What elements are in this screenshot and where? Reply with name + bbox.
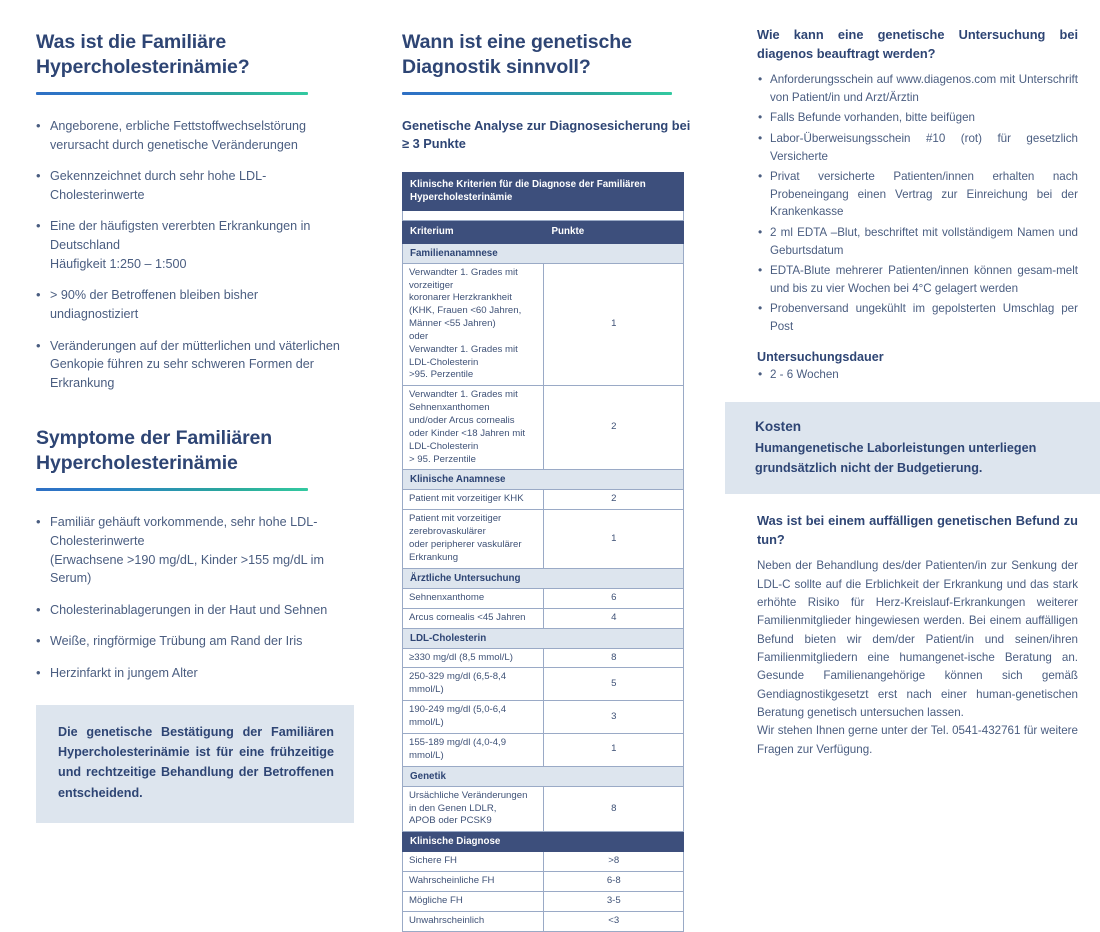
table-cell-criterion: Arcus cornealis <45 Jahren [403, 608, 544, 628]
list-item: • Labor-Überweisungsschein #10 (rot) für gesetzlich Versicherte [757, 130, 1078, 165]
table-cell-criterion: Patient mit vorzeitiger zerebrovaskulärer oder peripherer vaskulärer Erkrankung [403, 510, 544, 568]
table-group-row [403, 628, 684, 648]
table-row [403, 911, 684, 931]
list-item: • Angeborene, erbliche Fettstoffwechselstörung verursacht durch genetische Veränderungen [36, 117, 340, 154]
list-item: • Herzinfarkt in jungem Alter [36, 664, 340, 683]
list-item: • Weiße, ringförmige Trübung am Rand der Iris [36, 632, 340, 651]
table-group-row [403, 766, 684, 786]
table-group-row [403, 568, 684, 588]
table-cell-criterion: Wahrscheinliche FH [403, 872, 544, 892]
table-cell-score: 4 [543, 608, 684, 628]
list-duration [757, 366, 1078, 384]
table-row [403, 786, 684, 832]
table-cell-score: 6 [543, 588, 684, 608]
list-item: • Probenversand ungekühlt im gepolsterten Umschlag per Post [757, 300, 1078, 335]
list-item: • > 90% der Betroffenen bleiben bisher undiagnostiziert [36, 286, 340, 323]
table-row [403, 588, 684, 608]
list-item: • Familiär gehäuft vorkommende, sehr hohe LDL-Cholesterinwerte (Erwachsene >190 mg/dL, Kinder >155 mg/dL im Serum) [36, 513, 340, 588]
table-row [403, 892, 684, 912]
table-cell-score: 1 [543, 263, 684, 386]
criteria-table [402, 172, 684, 932]
table-row [403, 386, 684, 470]
table-cell-score: 6-8 [543, 872, 684, 892]
table-header-row [403, 221, 684, 243]
table-row [403, 648, 684, 668]
table-cell-criterion: Sichere FH [403, 852, 544, 872]
table-group-label: Klinische Diagnose [403, 832, 684, 852]
table-cell-criterion: 190-249 mg/dl (5,0-6,4 mmol/L) [403, 701, 544, 734]
list-order-steps [757, 71, 1078, 336]
heading-divider [36, 92, 308, 95]
table-title: Klinische Kriterien für die Diagnose der Familiären Hypercholesterinämie [403, 173, 684, 211]
section-title-duration: Untersuchungsdauer [757, 349, 884, 364]
list-item: • 2 ml EDTA –Blut, beschriftet mit vollständigem Namen und Geburtsdatum [757, 224, 1078, 259]
heading-divider-symptoms [36, 488, 308, 491]
table-row [403, 668, 684, 701]
table-cell-score: 1 [543, 733, 684, 766]
order-section [725, 26, 1100, 383]
table-spacer-cell [403, 211, 684, 221]
table-group-label: Ärztliche Untersuchung [403, 568, 684, 588]
table-group-label: LDL-Cholesterin [403, 628, 684, 648]
callout-costs-title: Kosten [755, 419, 802, 435]
heading-divider-diagnostics [402, 92, 672, 95]
spacer [725, 386, 1100, 402]
table-group-label: Genetik [403, 766, 684, 786]
callout-costs [725, 402, 1100, 494]
section-title-when-genetic: Wann ist eine genetische Diagnostik sinnvoll? [402, 31, 632, 78]
table-cell-score: 8 [543, 648, 684, 668]
table-title-row [403, 173, 684, 211]
table-cell-score: 8 [543, 786, 684, 832]
table-group-label: Familienanamnese [403, 243, 684, 263]
table-row [403, 701, 684, 734]
callout-costs-text: Humangenetische Laborleistungen unterliegen grundsätzlich nicht der Budgetierung. [755, 441, 1037, 475]
table-row [403, 608, 684, 628]
list-item: • Anforderungsschein auf www.diagenos.com mit Unterschrift von Patient/in und Arzt/Ärztin [757, 71, 1078, 106]
list-item: • Privat versicherte Patienten/innen erhalten nach Probeneingang einen Vertrag zur Einreichung bei der Krankenkasse [757, 168, 1078, 221]
table-row [403, 852, 684, 872]
list-item: • Eine der häufigsten vererbten Erkrankungen in Deutschland Häufigkeit 1:250 – 1:500 [36, 217, 340, 273]
table-group-row [403, 470, 684, 490]
table-row [403, 490, 684, 510]
table-cell-criterion: ≥330 mg/dl (8,5 mmol/L) [403, 648, 544, 668]
list-item: • Falls Befunde vorhanden, bitte beifügen [757, 109, 1078, 127]
table-cell-score: >8 [543, 852, 684, 872]
section-title-symptoms: Symptome der Familiären Hypercholesterinämie [36, 427, 273, 475]
section-title-how-to-order: Wie kann eine genetische Untersuchung bei diagenos beauftragt werden? [757, 27, 1078, 61]
column-right [725, 0, 1100, 756]
callout-confirmation: Die genetische Bestätigung der Familiären Hypercholesterinämie ist für eine frühzeitige und rechtzeitige Behandlung der Betroffenen entscheidend. [36, 705, 354, 824]
table-cell-score: 3-5 [543, 892, 684, 912]
table-row [403, 872, 684, 892]
table-row [403, 263, 684, 386]
list-item: • 2 - 6 Wochen [757, 366, 1078, 384]
table-cell-criterion: 250-329 mg/dl (6,5-8,4 mmol/L) [403, 668, 544, 701]
table-cell-criterion: Verwandter 1. Grades mit Sehnenxanthomen und/oder Arcus cornealis oder Kinder <18 Jahren mit LDL-Cholesterin > 95. Perzentile [403, 386, 544, 470]
table-column-header: Punkte [543, 221, 684, 243]
table-cell-criterion: Patient mit vorzeitiger KHK [403, 490, 544, 510]
page-title: Was ist die Familiäre Hypercholesterinämie? [36, 31, 250, 78]
table-column-header: Kriterium [403, 221, 544, 243]
column-left [0, 0, 380, 800]
list-item: • Gekennzeichnet durch sehr hohe LDL-Cholesterinwerte [36, 167, 340, 204]
table-cell-criterion: Verwandter 1. Grades mit vorzeitiger koronarer Herzkrankheit (KHK, Frauen <60 Jahren, Männer <55 Jahren) oder Verwandter 1. Grades mit LDL-Cholesterin >95. Perzentile [403, 263, 544, 386]
table-cell-score: 2 [543, 490, 684, 510]
table-row [403, 510, 684, 568]
table-group-row [403, 243, 684, 263]
section-title-abnormal-finding: Was ist bei einem auffälligen genetischen Befund zu tun? [757, 513, 1078, 547]
list-item: • Cholesterinablagerungen in der Haut und Sehnen [36, 601, 340, 620]
list-what-is-fh [36, 117, 340, 393]
table-cell-criterion: 155-189 mg/dl (4,0-4,9 mmol/L) [403, 733, 544, 766]
table-cell-score: 3 [543, 701, 684, 734]
findings-section [725, 512, 1100, 759]
table-cell-criterion: Mögliche FH [403, 892, 544, 912]
table-cell-score: 1 [543, 510, 684, 568]
subheading-genetic-analysis: Genetische Analyse zur Diagnosesicherung bei ≥ 3 Punkte [402, 117, 691, 152]
list-item: • EDTA-Blute mehrerer Patienten/innen können gesam-melt und bis zu vier Wochen bei 4°C gelagert werden [757, 262, 1078, 297]
paragraph-contact: Wir stehen Ihnen gerne unter der Tel. 0541-432761 für weitere Fragen zur Verfügung. [757, 724, 1078, 756]
table-cell-score: 2 [543, 386, 684, 470]
table-cell-score: <3 [543, 911, 684, 931]
table-cell-criterion: Sehnenxanthome [403, 588, 544, 608]
table-cell-criterion: Unwahrscheinlich [403, 911, 544, 931]
table-cell-score: 5 [543, 668, 684, 701]
list-symptoms [36, 513, 340, 682]
column-middle [380, 0, 725, 926]
table-spacer-row [403, 211, 684, 221]
paragraph-abnormal-finding: Neben der Behandlung des/der Patienten/in zur Senkung der LDL-C sollte auf die Erblichkeit der Erkrankung und das stark erhöhte Risiko für Herz-Kreislauf-Erkrankungen weiterer Familienmitglieder hingewiesen werden. Bei einem auffälligen Befund bieten wir dem/der Patient/in und seinen/ihren Familienmitgliedern eine humangenet-ische Beratung an. Gesunde Familienangehörige können sich gemäß Gendiagnostikgesetzt erst nach einer human-genetischen Beratung genetisch untersuchen lassen. [757, 559, 1078, 719]
table-row [403, 733, 684, 766]
table-group-label: Klinische Anamnese [403, 470, 684, 490]
list-item: • Veränderungen auf der mütterlichen und väterlichen Genkopie führen zu sehr schweren Formen der Erkrankung [36, 337, 340, 393]
table-group-row [403, 832, 684, 852]
table-cell-criterion: Ursächliche Veränderungen in den Genen LDLR, APOB oder PCSK9 [403, 786, 544, 832]
